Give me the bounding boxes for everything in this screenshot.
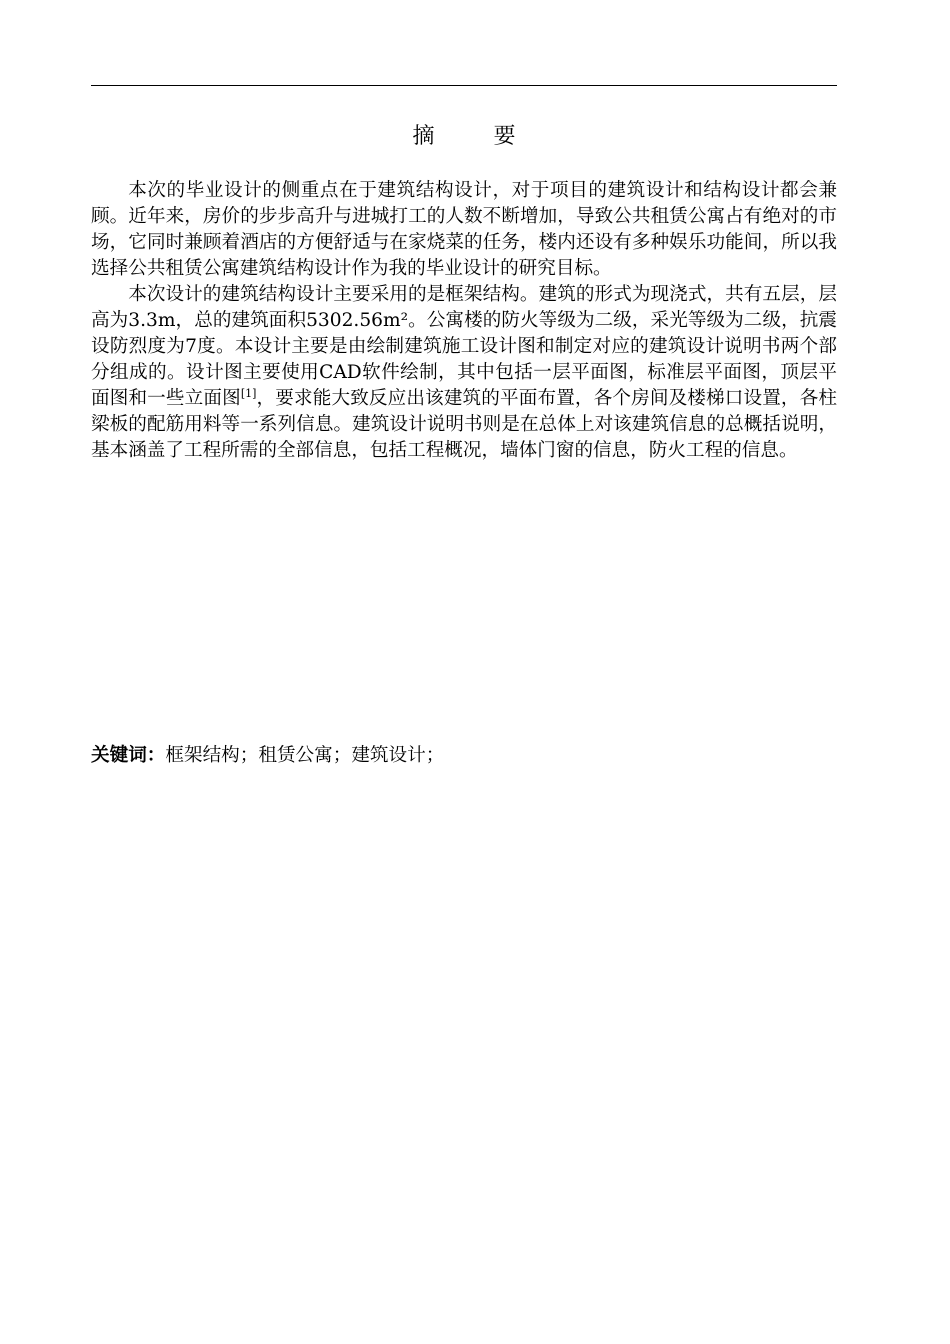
abstract-paragraph-2 xyxy=(91,282,837,464)
keywords-value: 框架结构；租赁公寓；建筑设计； xyxy=(165,745,445,766)
keywords-line xyxy=(91,742,837,770)
abstract-paragraph-2-part-2: ，要求能大致反应出该建筑的平面布置，各个房间及楼梯口设置，各柱梁板的配筋用料等一系列信息。建筑设计说明书则是在总体上对该建筑信息的总概括说明，基本涵盖了工程所需的全部信息，包括工程概况，墙体门窗的信息，防火工程的信息。 xyxy=(91,388,837,461)
abstract-paragraph-2-part-1: 本次设计的建筑结构设计主要采用的是框架结构。建筑的形式为现浇式，共有五层，层高为3.3m，总的建筑面积5302.56m²。公寓楼的防火等级为二级，采光等级为二级，抗震设防烈度为7度。本设计主要是由绘制建筑施工设计图和制定对应的建筑设计说明书两个部分组成的。设计图主要使用CAD软件绘制，其中包括一层平面图，标准层平面图，顶层平面图和一些立面图 xyxy=(91,284,837,409)
abstract-body xyxy=(91,178,837,464)
keywords-label: 关键词： xyxy=(91,745,166,766)
header-rule xyxy=(91,85,837,86)
abstract-paragraph-1: 本次的毕业设计的侧重点在于建筑结构设计，对于项目的建筑设计和结构设计都会兼顾。近年来，房价的步步高升与进城打工的人数不断增加，导致公共租赁公寓占有绝对的市场，它同时兼顾着酒店的方便舒适与在家烧菜的任务，楼内还设有多种娱乐功能间，所以我选择公共租赁公寓建筑结构设计作为我的毕业设计的研究目标。 xyxy=(91,180,837,279)
abstract-title: 摘 要 xyxy=(412,124,542,149)
citation-superscript: [1] xyxy=(240,386,257,400)
